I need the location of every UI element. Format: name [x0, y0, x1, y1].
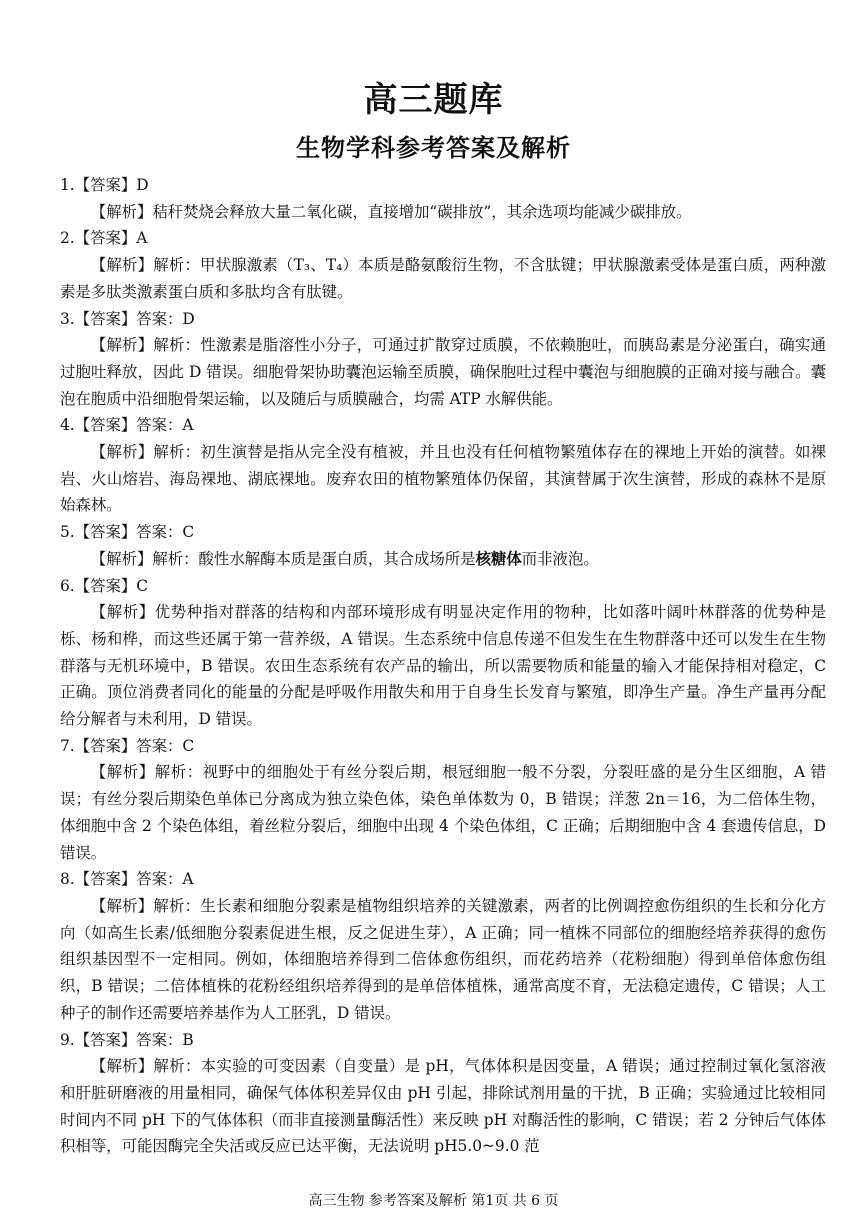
- explanation-1: 【解析】秸秆焚烧会释放大量二氧化碳，直接增加“碳排放”，其余选项均能减少碳排放。: [90, 202, 692, 221]
- explanation-8: 【解析】解析：生长素和细胞分裂素是植物组织培养的关键激素，两者的比例调控愈伤组织的生长和分化方向（如高生长素/低细胞分裂素促进生根，反之促进生芽），A 正确；同一植株不同部位的细胞经培养获得的愈伤组织基因型不一定相同。例如，体细胞培养得到二倍体愈伤组织，而花药培养（花粉细胞）得到单倍体愈伤组织，B 错误；二倍体植株的花粉经组织培养得到的是单倍体植株，通常高度不育，无法稳定遗传，C 错误；人工种子的制作还需要培养基作为人工胚乳，D 错误。: [60, 896, 826, 1022]
- explanation-7: 【解析】解析：视野中的细胞处于有丝分裂后期，根冠细胞一般不分裂，分裂旺盛的是分生区细胞，A 错误；有丝分裂后期染色单体已分离成为独立染色体，染色单体数为 0，B 错误；洋葱 2n＝16，为二倍体生物，体细胞中含 2 个染色体组，着丝粒分裂后，细胞中出现 4 个染色体组，C 正确；后期细胞中含 4 套遗传信息，D 错误。: [60, 763, 826, 862]
- answer-8: 8.【答案】答案：A: [60, 870, 194, 889]
- explanation-4: 【解析】解析：初生演替是指从完全没有植被，并且也没有任何植物繁殖体存在的裸地上开始的演替。如裸岩、火山熔岩、海岛裸地、湖底裸地。废弃农田的植物繁殖体仍保留，其演替属于次生演替，形成的森林不是原始森林。: [60, 443, 826, 515]
- explanation-6: 【解析】优势种指对群落的结构和内部环境形成有明显决定作用的物种，比如落叶阔叶林群落的优势种是栎、杨和桦，而这些还属于第一营养级，A 错误。生态系统中信息传递不但发生在生物群落中还可以发生在生物群落与无机环境中，B 错误。农田生态系统有农产品的输出，所以需要物质和能量的输入才能保持相对稳定，C 正确。顶位消费者同化的能量的分配是呼吸作用散失和用于自身生长发育与繁殖，即净生产量。净生产量再分配给分解者与未利用，D 错误。: [60, 603, 826, 729]
- explanation-2: 【解析】解析：甲状腺激素（T₃、T₄）本质是酪氨酸衍生物，不含肽键；甲状腺激素受体是蛋白质，两种激素是多肽类激素蛋白质和多肽均含有肽键。: [60, 256, 826, 301]
- answer-3: 3.【答案】答案：D: [60, 309, 195, 328]
- page-subtitle: 生物学科参考答案及解析: [296, 134, 571, 162]
- answer-list: [60, 172, 826, 1160]
- explanation-9: 【解析】解析：本实验的可变因素（自变量）是 pH，气体体积是因变量，A 错误；通过控制过氧化氢溶液和肝脏研磨液的用量相同，确保气体体积差异仅由 pH 引起，排除试剂用量的干扰，B 正确；实验通过比较相同时间内不同 pH 下的气体体积（而非直接测量酶活性）来反映 pH 对酶活性的影响，C 错误；若 2 分钟后气体体积相等，可能因酶完全失活或反应已达平衡，无法说明 pH5.0~9.0 范: [60, 1057, 826, 1156]
- explanation-5-text-start: 【解析】解析：酸性水解酶本质是蛋白质，其合成场所是: [90, 549, 476, 568]
- explanation-5: [60, 546, 826, 573]
- answer-1: 1.【答案】D: [60, 176, 149, 194]
- answer-4: 4.【答案】答案：A: [60, 416, 194, 435]
- answer-2: 2.【答案】A: [60, 229, 148, 248]
- page-title: 高三题库: [363, 80, 504, 120]
- answer-5: 5.【答案】答案：C: [60, 523, 195, 542]
- answer-6: 6.【答案】C: [60, 576, 149, 595]
- explanation-5-bold-term: 核糖体: [475, 549, 522, 568]
- answer-7: 7.【答案】答案：C: [60, 736, 195, 755]
- page-footer: 高三生物 参考答案及解析 第1页 共 6 页: [308, 1193, 559, 1209]
- explanation-3: 【解析】解析：性激素是脂溶性小分子，可通过扩散穿过质膜，不依赖胞吐，而胰岛素是分泌蛋白，确实通过胞吐释放，因此 D 错误。细胞骨架协助囊泡运输至质膜，确保胞吐过程中囊泡与细胞膜的正确对接与融合。囊泡在胞质中沿细胞骨架运输，以及随后与质膜融合，均需 ATP 水解供能。: [60, 336, 826, 408]
- explanation-5-text-end: 而非液泡。: [521, 549, 599, 568]
- answer-9: 9.【答案】答案：B: [60, 1030, 194, 1049]
